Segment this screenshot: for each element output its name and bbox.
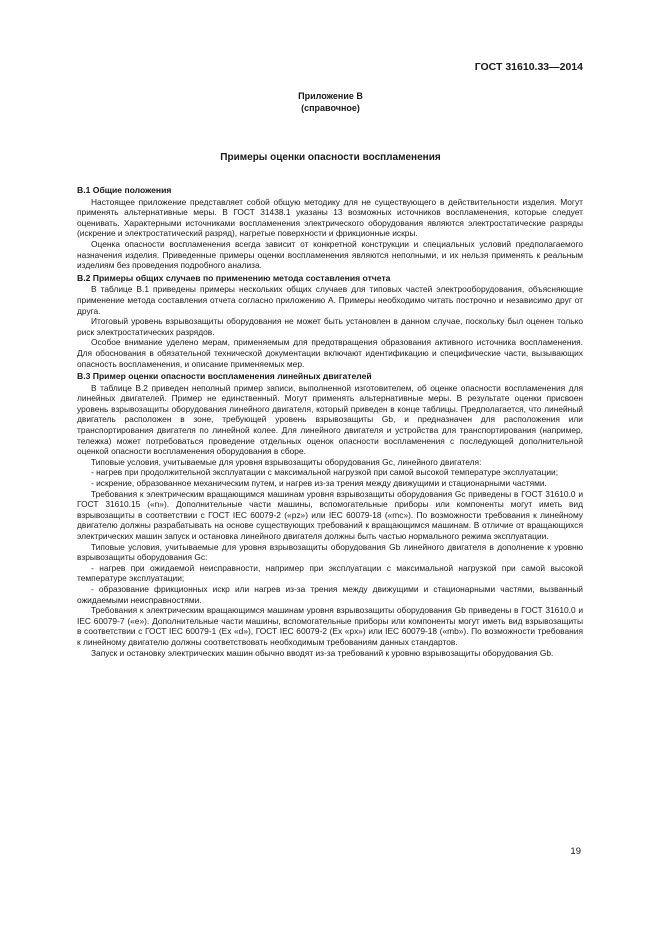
list-item: - нагрев при ожидаемой неисправности, например при эксплуатации с максимальной нагрузкой при самой высокой температуре эксплуатации; — [77, 562, 583, 584]
annex-heading — [0, 90, 661, 114]
paragraph: Требования к электрическим вращающимся машинам уровня взрывозащиты оборудования Gc приведены в ГОСТ 31610.0 и ГОСТ 31610.15 («n»). Дополнительные части машины, вспомогательные приборы или компоненты могут иметь вид взрывозащиты в соответствии с ГОСТ IEC 60079-2 («pz») или IEC 60079-18 («mc»). По возможности требования к линейному двигателю должны разрабатывать на основе существующих требований к вращающимся машинам. В отличие от вращающихся электрических машин запуск и остановка линейного двигателя должны быть частью нормального режима эксплуатации. — [77, 488, 583, 541]
annex-title: Приложение В — [298, 91, 363, 101]
paragraph: Типовые условия, учитываемые для уровня взрывозащиты оборудования Gc, линейного двигателя: — [91, 456, 482, 467]
document-body — [77, 185, 583, 658]
section-heading: В.3 Пример оценки опасности воспламенения линейных двигателей — [77, 371, 372, 382]
section-heading: В.1 Общие положения — [77, 185, 172, 195]
paragraph: В таблице В.1 приведены примеры нескольких общих случаев для типовых частей электрооборудования, объясняющие применение метода составления отчета согласно приложению А. Примеры необходимо читать построчно и независимо друг от друга. — [77, 284, 583, 316]
list-item: - искрение, образованное механическим путем, и нагрев из-за трения между движущими и стационарными частями. — [91, 478, 547, 489]
page-number: 19 — [570, 846, 581, 857]
paragraph: Требования к электрическим вращающимся машинам уровня взрывозащиты оборудования Gb приведены в ГОСТ 31610.0 и IEC 60079-7 («е»). Дополнительные части машины, вспомогательные приборы или компоненты могут иметь вид взрывозащиты в соответствии с ГОСТ IEC 60079-1 (Ex «d»), ГОСТ IEC 60079-2 (Ex «px») или IEC 60079-18 («mb»). По возможности требования к линейному двигателю должны соответствовать необходимым требованиям данных стандартов. — [77, 605, 583, 647]
paragraph: Настоящее приложение представляет собой общую методику для не существующего в действительности изделия. Могут применять альтернативные меры. В ГОСТ 31438.1 указаны 13 возможных источников воспламенения, которые следует оценивать. Характерными источниками воспламенения электрического оборудования являются электростатические разряды (искрение и электростатический разряд), нагретые поверхности и фрикционные искры. — [77, 196, 583, 239]
paragraph: Оценка опасности воспламенения всегда зависит от конкретной конструкции и специальных условий предполагаемого назначения изделия. Приведенные примеры оценки воспламенения являются неполными, и их нельзя применять к реальным изделиям без проведения подробного анализа. — [77, 238, 583, 271]
paragraph: Итоговый уровень взрывозащиты оборудования не может быть установлен в данном случае, поскольку был оценен только риск электростатических разрядов. — [77, 316, 583, 337]
section-heading: В.2 Примеры общих случаев по применению метода составления отчета — [77, 272, 391, 283]
document-code: ГОСТ 31610.33—2014 — [474, 61, 583, 73]
list-item: - нагрев при продолжительной эксплуатации с максимальной нагрузкой при самой высокой температуре эксплуатации; — [91, 467, 559, 478]
paragraph: Особое внимание уделено мерам, применяемым для предотвращения образования активного источника воспламенения. Для обоснования в обязательной технической документации включают идентификацию и специфические части, вызывающих опасность воспламенения, и описание применяемых мер. — [77, 337, 583, 369]
paragraph: Типовые условия, учитываемые для уровня взрывозащиты оборудования Gb линейного двигателя в дополнение к уровню взрывозащиты оборудования Gc: — [77, 541, 583, 563]
paragraph: В таблице В.2 приведен неполный пример записи, выполненной изготовителем, об оценке опасности воспламенения для линейных двигателей. Пример не единственный. Могут применять альтернативные меры. В результате оценки присвоен уровень взрывозащиты оборудования линейного двигателя, который приведен в конце таблицы. Предполагается, что линейный двигатель расположен в зоне, требующей уровень взрывозащиты Gb, и предназначен для расположения или транспортирования двигателя по линейной колее. Для линейного двигателя и устройства для транспортирования (например, тележка) может потребоваться проведение отдельных оценок опасности воспламенения с последующей дополнительной оценкой опасности воспламенения оборудования в сборе. — [77, 382, 583, 457]
main-title: Примеры оценки опасности воспламенения — [220, 152, 441, 163]
annex-status: (справочное) — [301, 103, 360, 113]
paragraph: Запуск и остановку электрических машин обычно вводят из-за требований к уровню взрывозащиты оборудования Gb. — [91, 647, 554, 658]
list-item: - образование фрикционных искр или нагрев из-за трения между движущими и стационарными частями, вызванный ожидаемыми неисправностями. — [77, 583, 583, 605]
